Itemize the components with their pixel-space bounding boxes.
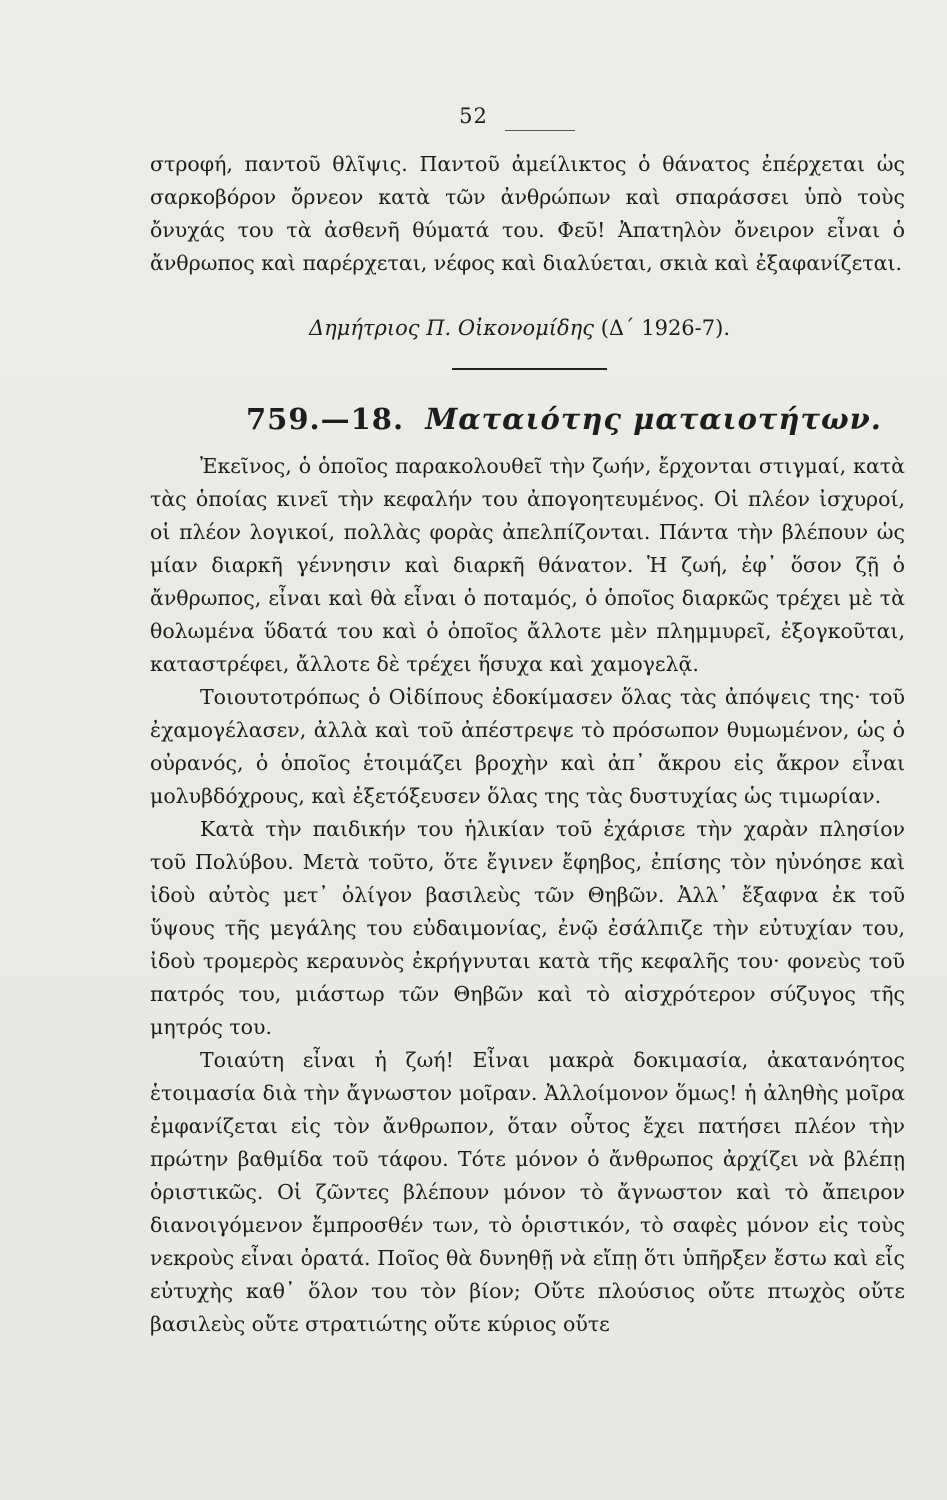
essay-number: 759.—18. [246,402,405,436]
previous-essay-ending [150,148,905,280]
previous-essay-paragraph: στροφή, παντοῦ θλῖψις. Παντοῦ ἀμείλικτος ὁ θάνατος ἐπέρχεται ὡς σαρκοβόρον ὄρνεον κατὰ τῶν ἀνθρώπων καὶ σπαράσσει ὑπὸ τοὺς ὄνυχάς του τὰ ἀσθενῆ θύματά του. Φεῦ! Ἀπατηλὸν ὄνειρον εἶναι ὁ ἄνθρωπος καὶ παρέρχεται, νέφος καὶ διαλύεται, σκιὰ καὶ ἐξαφανίζεται. [150,152,905,275]
essay-title: Ματαιότης ματαιοτήτων. [425,402,882,436]
author-class-year: (Δ΄ 1926-7). [600,316,730,340]
author-name: Δημήτριος Π. Οἰκονομίδης [308,316,594,340]
page-number-rule [505,130,575,131]
page-number: 52 [459,104,488,128]
body-paragraph: Ἐκεῖνος, ὁ ὁποῖος παρακολουθεῖ τὴν ζωήν, ἔρχονται στιγμαί, κατὰ τὰς ὁποίας κινεῖ τὴν κεφαλήν του ἀπογοητευμένος. Οἱ πλέον ἰσχυροί, οἱ πλέον λογικοί, πολλὰς φορὰς ἀπελπίζονται. Πάντα τὴν βλέπουν ὡς μίαν διαρκῆ γέννησιν καὶ διαρκῆ θάνατον. Ἡ ζωή, ἐφ᾽ ὅσον ζῇ ὁ ἄνθρωπος, εἶναι καὶ θὰ εἶναι ὁ ποταμός, ὁ ὁποῖος διαρκῶς τρέχει μὲ τὰ θολωμένα ὕδατά του καὶ ὁ ὁποῖος ἄλλοτε μὲν πλημμυρεῖ, ἐξογκοῦται, καταστρέφει, ἄλλοτε δὲ τρέχει ἥσυχα καὶ χαμογελᾷ. [150,454,905,676]
author-signature [150,316,905,340]
body-paragraph: Κατὰ τὴν παιδικήν του ἡλικίαν τοῦ ἐχάρισε τὴν χαρὰν πλησίον τοῦ Πολύβου. Μετὰ τοῦτο, ὅτε ἔγινεν ἔφηβος, ἐπίσης τὸν ηὐνόησε καὶ ἰδοὺ αὐτὸς μετ᾽ ὀλίγον βασιλεὺς τῶν Θηβῶν. Ἀλλ᾽ ἔξαφνα ἐκ τοῦ ὕψους τῆς μεγάλης του εὐδαιμονίας, ἐνῷ ἐσάλπιζε τὴν εὐτυχίαν του, ἰδοὺ τρομερὸς κεραυνὸς ἐκρήγνυται κατὰ τῆς κεφαλῆς του· φονεὺς τοῦ πατρός του, μιάστωρ τῶν Θηβῶν καὶ τὸ αἰσχρότερον σύζυγος τῆς μητρός του. [150,817,905,1039]
essay-heading [246,402,882,436]
essay-body [150,450,905,1341]
section-divider [452,368,607,370]
body-paragraph: Τοιουτοτρόπως ὁ Οἰδίπους ἐδοκίμασεν ὅλας τὰς ἀπόψεις της· τοῦ ἐχαμογέλασεν, ἀλλὰ καὶ τοῦ ἀπέστρεψε τὸ πρόσωπον θυμωμένον, ὡς ὁ οὐρανός, ὁ ὁποῖος ἑτοιμάζει βροχὴν καὶ ἀπ᾽ ἄκρου εἰς ἄκρον εἶναι μολυβδόχρους, καὶ ἐξετόξευσεν ὅλας της τὰς δυστυχίας ὡς τιμωρίαν. [150,685,905,808]
body-paragraph: Τοιαύτη εἶναι ἡ ζωή! Εἶναι μακρὰ δοκιμασία, ἀκατανόητος ἑτοιμασία διὰ τὴν ἄγνωστον μοῖραν. Ἀλλοίμονον ὅμως! ἡ ἀληθὴς μοῖρα ἐμφανίζεται εἰς τὸν ἄνθρωπον, ὅταν οὗτος ἔχει πατήσει πλέον τὴν πρώτην βαθμίδα τοῦ τάφου. Τότε μόνον ὁ ἄνθρωπος ἀρχίζει νὰ βλέπῃ ὁριστικῶς. Οἱ ζῶντες βλέπουν μόνον τὸ ἄγνωστον καὶ τὸ ἄπειρον διανοιγόμενον ἔμπροσθέν των, τὸ ὁριστικόν, τὸ σαφὲς μόνον εἰς τοὺς νεκροὺς εἶναι ὁρατά. Ποῖος θὰ δυνηθῇ νὰ εἴπῃ ὅτι ὑπῆρξεν ἔστω καὶ εἷς εὐτυχὴς καθ᾽ ὅλον του τὸν βίον; Οὔτε πλούσιος οὔτε πτωχὸς οὔτε βασιλεὺς οὔτε στρατιώτης οὔτε κύριος οὔτε [150,1048,905,1336]
